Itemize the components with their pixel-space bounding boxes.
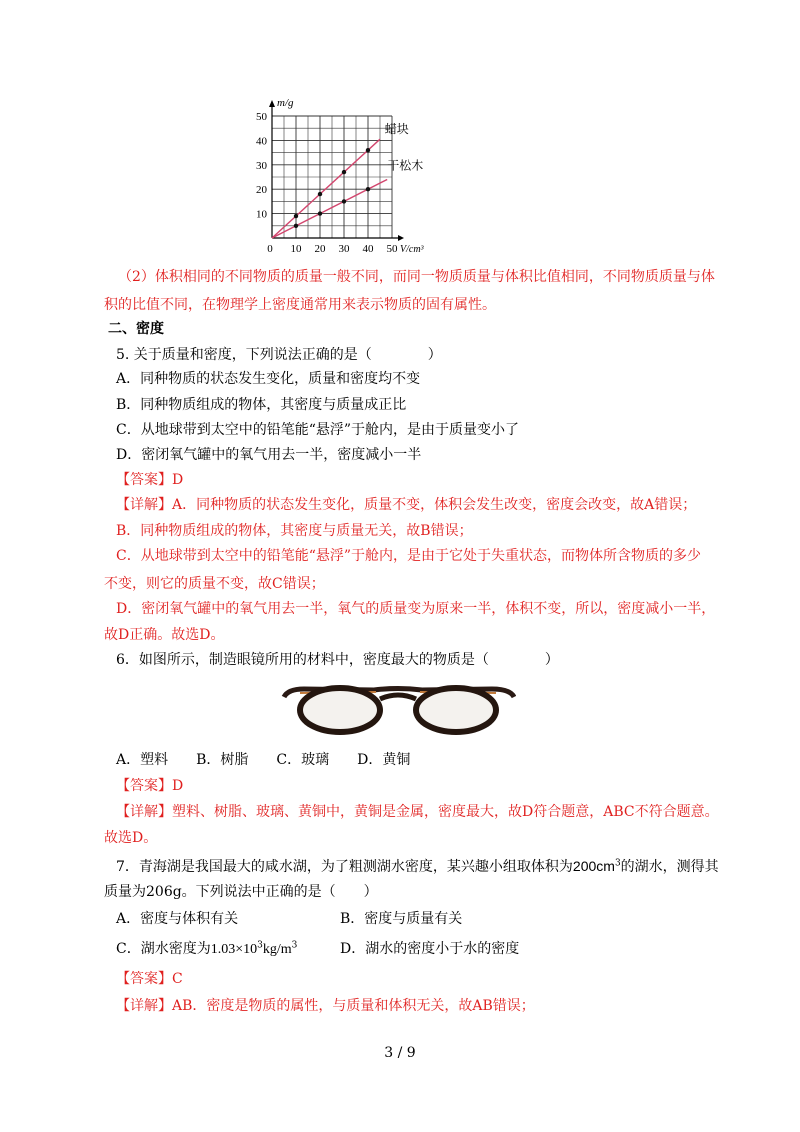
- q7-option-b: B．密度与质量有关: [340, 911, 463, 927]
- chart-axes: [269, 100, 404, 241]
- q7-stem-line1: [116, 857, 719, 876]
- x-axis-arrow: [398, 235, 404, 241]
- answer-part2-line2: 积的比值不同，在物理学上密度通常用来表示物质的固有属性。: [104, 297, 496, 313]
- q5-detail-1: 【详解】A．同种物质的状态发生变化，质量不变，体积会发生改变，密度会改变，故A错误；: [116, 497, 697, 513]
- q7-stem-text-a: 7．青海湖是我国最大的咸水湖，为了粗测湖水密度，某兴趣小组取体积为: [116, 859, 573, 875]
- q5-option-a: A．同种物质的状态发生变化，质量和密度均不变: [116, 371, 421, 387]
- y-tick-label: 40: [256, 135, 267, 148]
- series-label: 蜡块: [384, 122, 409, 137]
- x-axis-label: V/cm³: [400, 244, 424, 255]
- data-point: [342, 199, 346, 203]
- q7-stem-text-b: 的湖水，测得其: [620, 859, 719, 875]
- q6-detail-1: 【详解】塑料、树脂、玻璃、黄铜中，黄铜是金属，密度最大，故D符合题意，ABC不符合题意。: [116, 804, 719, 820]
- q7-volume-exp: 3: [614, 858, 621, 869]
- q7-volume-value: 200cm: [572, 858, 615, 874]
- data-point: [366, 148, 370, 152]
- chart-series: [272, 139, 387, 238]
- answer-part2-line1: （2）体积相同的不同物质的质量一般不同，而同一物质质量与体积比值相同，不同物质质量与体: [118, 269, 715, 285]
- q5-option-d: D．密闭氧气罐中的氧气用去一半，密度减小一半: [116, 447, 422, 463]
- q5-option-c: C．从地球带到太空中的铅笔能“悬浮”于舱内，是由于质量变小了: [116, 422, 520, 438]
- q7-option-a: A．密度与体积有关: [116, 911, 239, 927]
- data-point: [294, 224, 298, 228]
- q7-option-c: [116, 940, 297, 959]
- data-point: [294, 214, 298, 218]
- q7-option-d: D．湖水的密度小于水的密度: [340, 941, 520, 957]
- q7-option-c-text: C．湖水密度为: [116, 941, 211, 957]
- q5-detail-2: B．同种物质组成的物体，其密度与质量无关，故B错误；: [116, 523, 473, 539]
- y-tick-label: 10: [256, 208, 267, 221]
- x-tick-label: 50: [386, 243, 398, 255]
- data-point: [366, 187, 370, 191]
- q5-answer: 【答案】D: [116, 472, 184, 488]
- q5-detail-6: 故D正确。故选D。: [104, 627, 225, 643]
- q7-answer: 【答案】C: [116, 971, 183, 987]
- q6-answer: 【答案】D: [116, 778, 184, 794]
- q7-density-unit-exp: 3: [291, 940, 298, 951]
- x-tick-label: 20: [314, 243, 326, 255]
- q5-detail-3: C．从地球带到太空中的铅笔能“悬浮”于舱内，是由于它处于失重状态，而物体所含物质的多少: [116, 548, 702, 564]
- q6-detail-2: 故选D。: [104, 830, 158, 846]
- data-point: [318, 192, 322, 196]
- q7-density-exp: 3: [257, 940, 263, 951]
- q7-detail-1: 【详解】AB．密度是物质的属性，与质量和体积无关，故AB错误；: [116, 998, 535, 1014]
- q5-detail-5: D．密闭氧气罐中的氧气用去一半，氧气的质量变为原来一半，体积不变，所以，密度减小一半，: [116, 601, 716, 617]
- y-axis-arrow: [269, 100, 275, 107]
- x-tick-label: 0: [267, 243, 273, 255]
- y-axis-label: m/g: [277, 97, 294, 109]
- q7-density-value: 1.03×10: [210, 942, 258, 957]
- data-point: [318, 211, 322, 215]
- q7-density-unit: kg/m: [262, 942, 292, 957]
- chart-grid: [272, 116, 392, 238]
- x-tick-label: 30: [338, 243, 350, 255]
- x-tick-label: 10: [290, 243, 302, 255]
- series-line: [272, 139, 380, 238]
- data-point: [342, 170, 346, 174]
- y-tick-label: 50: [256, 111, 267, 123]
- q6-options: A．塑料 B．树脂 C．玻璃 D．黄铜: [116, 752, 411, 768]
- section-title: 二、密度: [108, 321, 164, 337]
- q5-stem: 5. 关于质量和密度，下列说法正确的是（ ）: [116, 347, 442, 363]
- x-tick-label: 40: [362, 243, 374, 255]
- q6-stem: 6．如图所示，制造眼镜所用的材料中，密度最大的物质是（ ）: [116, 652, 559, 668]
- q5-detail-4: 不变，则它的质量不变，故C错误；: [104, 576, 325, 592]
- y-tick-label: 30: [256, 159, 267, 172]
- q5-option-b: B．同种物质组成的物体，其密度与质量成正比: [116, 397, 407, 413]
- y-tick-label: 20: [256, 184, 267, 197]
- glasses-image: [280, 683, 516, 739]
- series-label: 干松木: [387, 158, 424, 173]
- q7-stem-line2: 质量为206g。下列说法中正确的是（ ）: [104, 884, 378, 900]
- mass-volume-chart: [240, 88, 470, 258]
- page-number: 3 / 9: [384, 1045, 416, 1061]
